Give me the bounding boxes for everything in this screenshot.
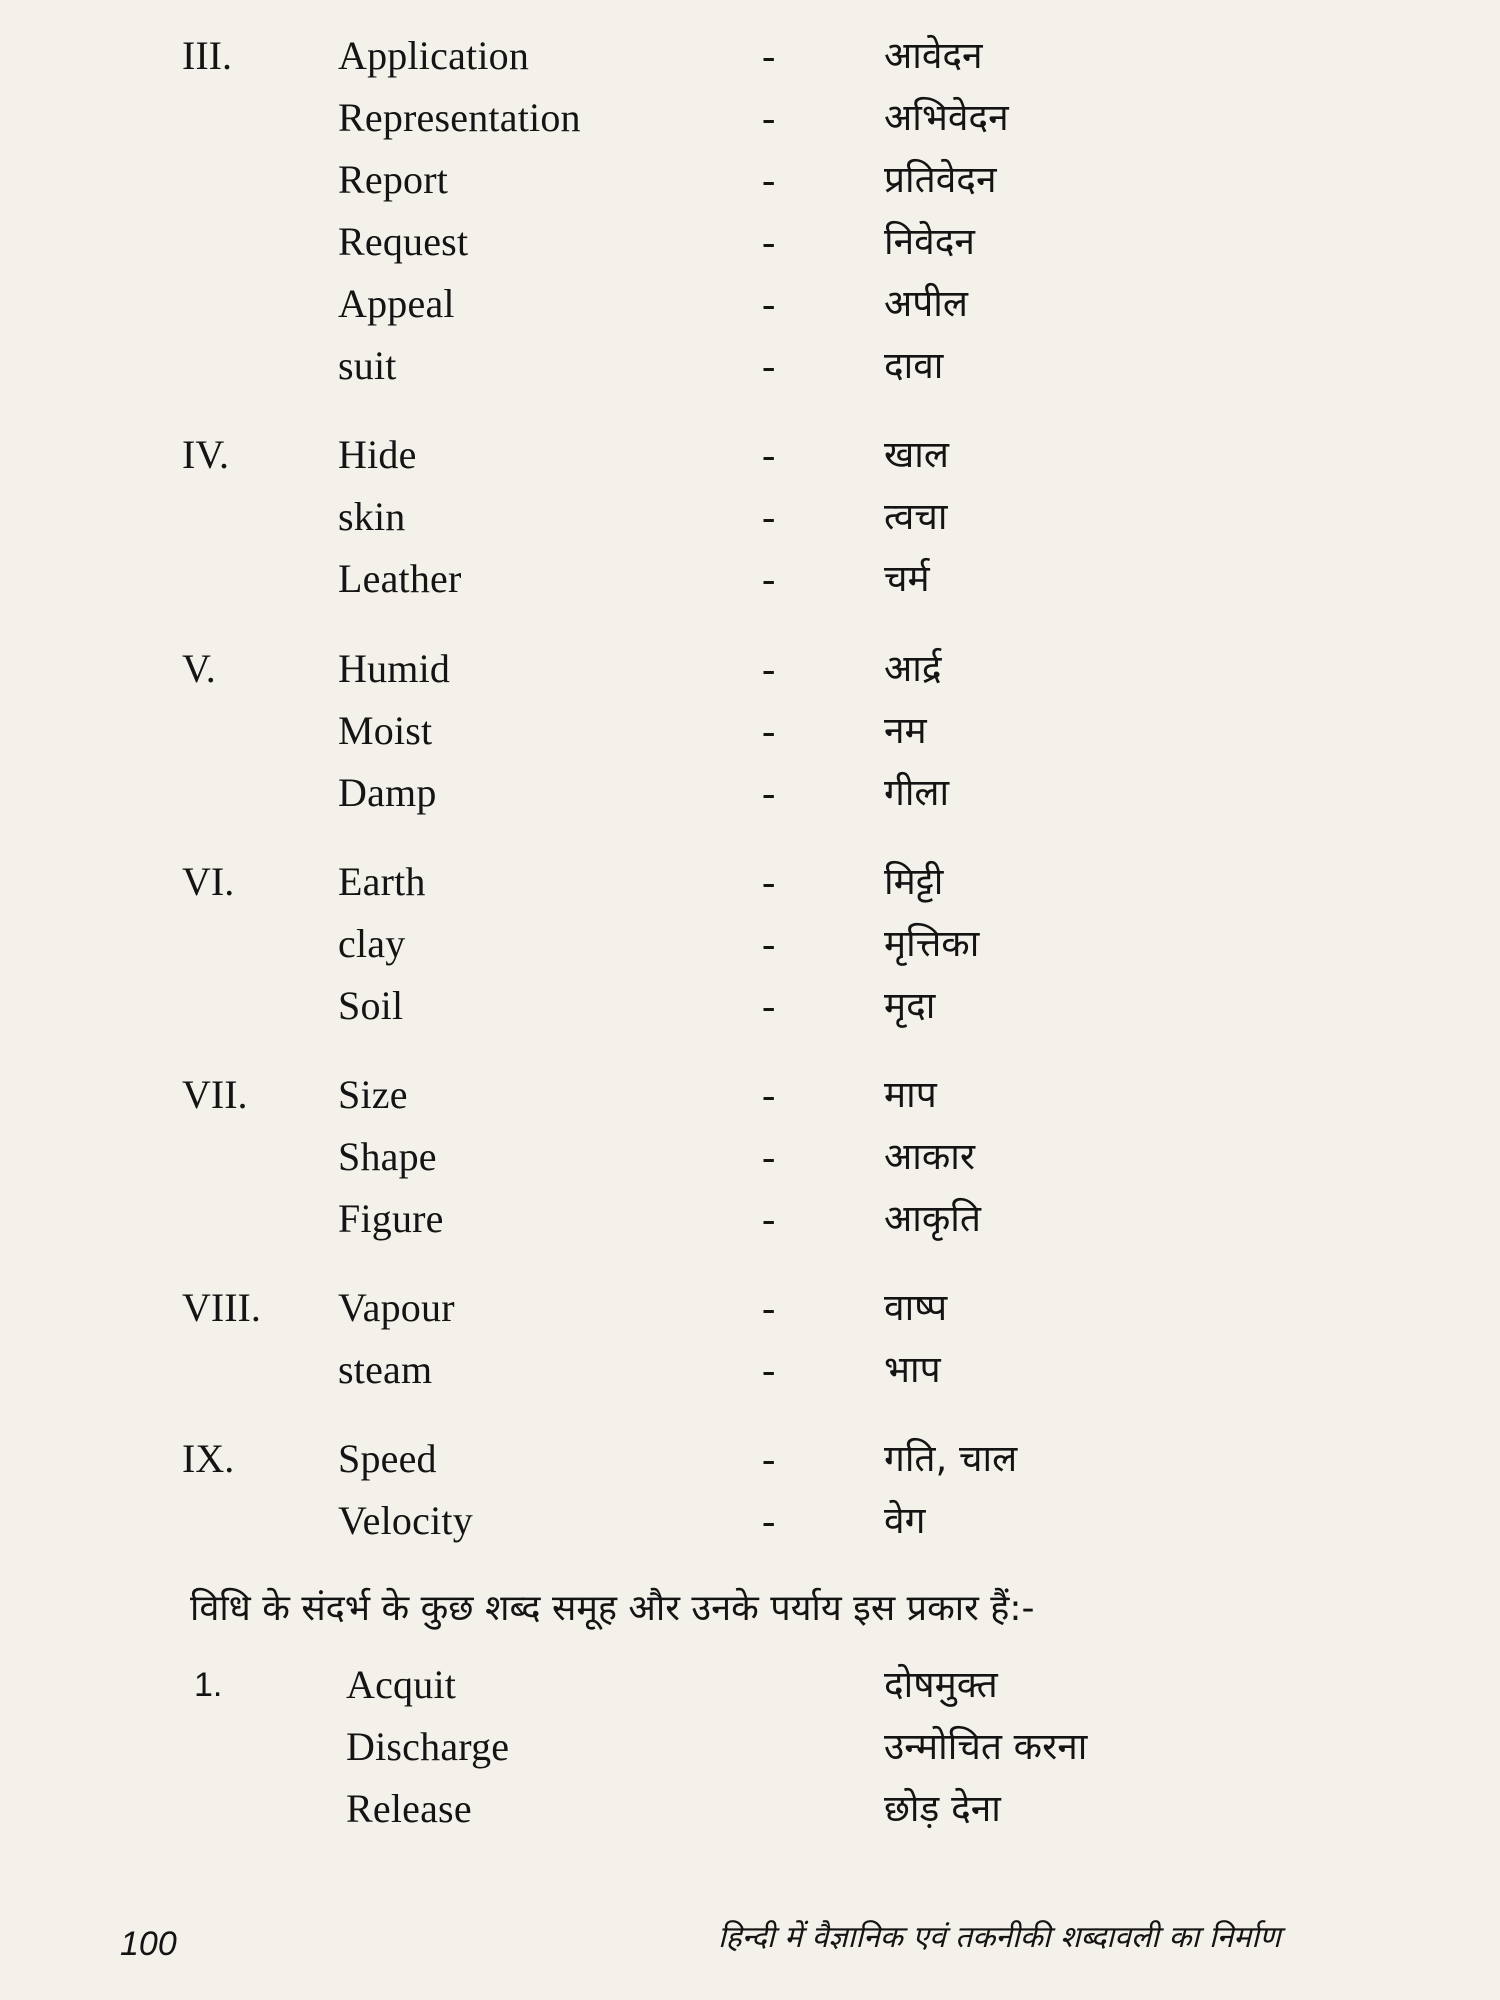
hindi-term: गीला — [884, 771, 950, 814]
english-term: Size — [338, 1072, 408, 1117]
separator-dash: - — [762, 494, 776, 539]
english-term: Figure — [338, 1196, 444, 1241]
group-numeral: IV. — [182, 432, 230, 477]
hindi-term: अभिवेदन — [884, 96, 1009, 139]
hindi-term: निवेदन — [884, 220, 975, 263]
group-numeral: IX. — [182, 1436, 235, 1481]
hindi-term: वाष्प — [884, 1286, 948, 1329]
separator-dash: - — [762, 157, 776, 202]
hindi-term: छोड़ देना — [884, 1787, 1001, 1830]
term-group-iii — [0, 25, 1500, 397]
english-term: skin — [338, 494, 406, 539]
term-row — [0, 1428, 1500, 1490]
separator-dash: - — [762, 1347, 776, 1392]
term-group-viii — [0, 1277, 1500, 1401]
term-row — [0, 1126, 1500, 1188]
term-row — [0, 913, 1500, 975]
term-row — [0, 25, 1500, 87]
english-term: Shape — [338, 1134, 437, 1179]
term-row — [0, 273, 1500, 335]
separator-dash: - — [762, 343, 776, 388]
separator-dash: - — [762, 219, 776, 264]
term-group-ix — [0, 1428, 1500, 1552]
group-numeral: VI. — [182, 859, 235, 904]
english-term: Appeal — [338, 281, 455, 326]
term-row — [0, 87, 1500, 149]
separator-dash: - — [762, 1285, 776, 1330]
separator-dash: - — [762, 432, 776, 477]
hindi-term: आर्द्र — [884, 647, 942, 690]
hindi-term: वेग — [884, 1499, 926, 1542]
separator-dash: - — [762, 646, 776, 691]
english-term: Hide — [338, 432, 417, 477]
law-section-intro: विधि के संदर्भ के कुछ शब्द समूह और उनके पर्याय इस प्रकार हैं:- — [190, 1588, 1035, 1629]
english-term: Soil — [338, 983, 404, 1028]
term-row — [0, 975, 1500, 1037]
term-row — [0, 1277, 1500, 1339]
term-row — [0, 700, 1500, 762]
term-row — [0, 1064, 1500, 1126]
term-row — [0, 1339, 1500, 1401]
term-row — [0, 1716, 1500, 1778]
hindi-term: आवेदन — [884, 34, 983, 77]
term-row — [0, 211, 1500, 273]
term-row — [0, 638, 1500, 700]
separator-dash: - — [762, 1134, 776, 1179]
hindi-term: खाल — [884, 433, 949, 476]
running-footer-title: हिन्दी में वैज्ञानिक एवं तकनीकी शब्दावली का निर्माण — [718, 1920, 1281, 1955]
english-term: Request — [338, 219, 469, 264]
english-term: steam — [338, 1347, 433, 1392]
english-term: Earth — [338, 859, 426, 904]
english-term: Report — [338, 157, 449, 202]
separator-dash: - — [762, 921, 776, 966]
separator-dash: - — [762, 556, 776, 601]
english-term: Humid — [338, 646, 451, 691]
hindi-term: माप — [884, 1073, 937, 1116]
law-term-list — [0, 1654, 1500, 1840]
hindi-term: आकार — [884, 1135, 975, 1178]
hindi-term: मृदा — [884, 984, 936, 1027]
separator-dash: - — [762, 983, 776, 1028]
hindi-term: चर्म — [884, 557, 930, 600]
english-term: Moist — [338, 708, 433, 753]
group-numeral: VIII. — [182, 1285, 261, 1330]
term-row — [0, 1778, 1500, 1840]
term-row — [0, 486, 1500, 548]
term-group-v — [0, 638, 1500, 824]
term-row — [0, 762, 1500, 824]
hindi-term: मिट्टी — [884, 860, 944, 903]
term-row — [0, 1490, 1500, 1552]
hindi-term: प्रतिवेदन — [884, 158, 997, 201]
term-row — [0, 149, 1500, 211]
term-row — [0, 1188, 1500, 1250]
term-row — [0, 851, 1500, 913]
term-row — [0, 1654, 1500, 1716]
hindi-term: त्वचा — [884, 495, 948, 538]
separator-dash: - — [762, 95, 776, 140]
english-term: Speed — [338, 1436, 437, 1481]
separator-dash: - — [762, 1196, 776, 1241]
english-term: clay — [338, 921, 406, 966]
separator-dash: - — [762, 33, 776, 78]
term-row — [0, 548, 1500, 610]
english-term: Velocity — [338, 1498, 473, 1543]
term-group-vii — [0, 1064, 1500, 1250]
separator-dash: - — [762, 1072, 776, 1117]
page-number: 100 — [120, 1925, 177, 1963]
english-term: Damp — [338, 770, 437, 815]
term-row — [0, 424, 1500, 486]
term-group-iv — [0, 424, 1500, 610]
english-term: Leather — [338, 556, 462, 601]
hindi-term: गति, चाल — [884, 1437, 1018, 1480]
hindi-term: नम — [884, 709, 927, 752]
separator-dash: - — [762, 1498, 776, 1543]
separator-dash: - — [762, 708, 776, 753]
hindi-term: उन्मोचित करना — [884, 1725, 1088, 1768]
separator-dash: - — [762, 281, 776, 326]
hindi-term: भाप — [884, 1348, 941, 1391]
hindi-term: दावा — [884, 344, 944, 387]
group-numeral: III. — [182, 33, 232, 78]
law-item-number: 1. — [194, 1666, 223, 1704]
english-term: Discharge — [346, 1724, 510, 1769]
hindi-term: आकृति — [884, 1197, 981, 1240]
english-term: Release — [346, 1786, 472, 1831]
english-term: Acquit — [346, 1662, 457, 1707]
english-term: suit — [338, 343, 397, 388]
hindi-term: अपील — [884, 282, 968, 325]
term-row — [0, 335, 1500, 397]
separator-dash: - — [762, 859, 776, 904]
english-term: Vapour — [338, 1285, 455, 1330]
group-numeral: V. — [182, 646, 216, 691]
hindi-term: मृत्तिका — [884, 922, 980, 965]
group-numeral: VII. — [182, 1072, 248, 1117]
hindi-term: दोषमुक्त — [884, 1663, 998, 1706]
separator-dash: - — [762, 1436, 776, 1481]
separator-dash: - — [762, 770, 776, 815]
term-group-vi — [0, 851, 1500, 1037]
english-term: Application — [338, 33, 530, 78]
english-term: Representation — [338, 95, 581, 140]
